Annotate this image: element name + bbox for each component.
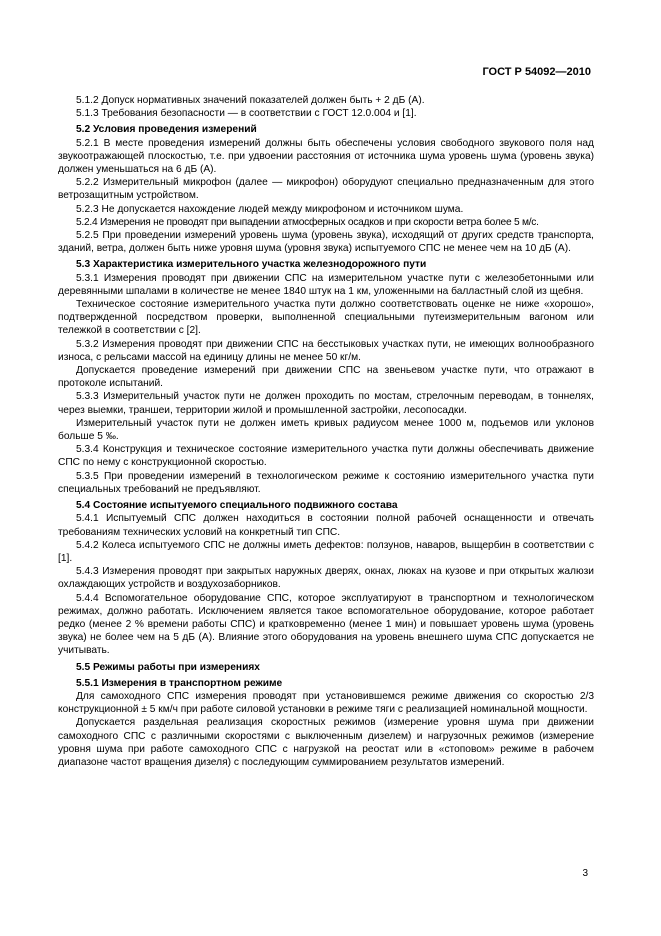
clause-5-3-4: 5.3.4 Конструкция и техническое состояние измерительного участка пути должны обеспечивать движение СПС по нему с конструкционной скоростью. xyxy=(58,444,594,469)
clause-5-3-2: 5.3.2 Измерения проводят при движении СПС на бесстыковых участках пути, не имеющих волнообразного износа, с рельсами массой на единицу длины не менее 50 кг/м. xyxy=(58,338,594,363)
clause-5-3-5: 5.3.5 При проведении измерений в технологическом режиме к состоянию измерительного участка пути специальных требований не предъявляют. xyxy=(58,470,594,495)
subsection-heading-5-5-1: 5.5.1 Измерения в транспортном режиме xyxy=(76,677,283,689)
section-heading-5-2: 5.2 Условия проведения измерений xyxy=(76,124,257,136)
clause-5-4-2: 5.4.2 Колеса испытуемого СПС не должны иметь дефектов: ползунов, наваров, выщербин в соответствии с [1]. xyxy=(58,539,594,564)
clause-5-2-2: 5.2.2 Измерительный микрофон (далее — микрофон) оборудуют специально предназначенным для этого ветрозащитным устройством. xyxy=(58,177,594,202)
clause-5-3-2-note: Допускается проведение измерений при движении СПС на звеньевом участке пути, что отражают в протоколе испытаний. xyxy=(58,365,594,390)
clause-5-4-1: 5.4.1 Испытуемый СПС должен находиться в состоянии полной рабочей оснащенности и отвечать требованиям технических условий на конкретный тип СПС. xyxy=(58,513,594,538)
clause-5-1-2: 5.1.2 Допуск нормативных значений показателей должен быть + 2 дБ (А). xyxy=(76,95,425,106)
clause-5-5-1-text: Для самоходного СПС измерения проводят при установившемся режиме движения со скоростью 2/3 конструкционной ± 5 км/ч при работе силовой установки в режиме тяги с реализацией номинальной мощности. xyxy=(58,690,594,716)
clause-5-2-1: 5.2.1 В месте проведения измерений должны быть обеспечены условия свободного звукового поля над звукоотражающей плоскостью, т.е. при удвоении расстояния от источника шума уровень шума (уровень звука) должен уменьшаться на 6 дБ (А). xyxy=(58,137,594,176)
page-number: 3 xyxy=(582,868,588,879)
document-body xyxy=(58,94,594,769)
clause-5-2-3: 5.2.3 Не допускается нахождение людей между микрофоном и источником шума. xyxy=(76,203,464,215)
clause-5-3-3: 5.3.3 Измерительный участок пути не должен проходить по мостам, стрелочным переводам, в тоннелях, через выемки, траншеи, территории жилой и промышленной застройки, лесопосадки. xyxy=(58,391,594,416)
standard-id: ГОСТ Р 54092—2010 xyxy=(482,66,591,78)
clause-5-2-4: 5.2.4 Измерения не проводят при выпадении атмосферных осадков и при скорости ветра более 5 м/с. xyxy=(76,216,539,228)
section-heading-5-4: 5.4 Состояние испытуемого специального подвижного состава xyxy=(76,500,398,512)
section-heading-5-3: 5.3 Характеристика измерительного участка железнодорожного пути xyxy=(76,259,427,271)
section-heading-5-5: 5.5 Режимы работы при измерениях xyxy=(76,661,260,673)
clause-5-3-1: 5.3.1 Измерения проводят при движении СПС на измерительном участке пути с железобетонными или деревянными шпалами в количестве не менее 1840 штук на 1 км, уложенными на балластный слой из щебня. xyxy=(58,272,594,297)
clause-5-3-3-note: Измерительный участок пути не должен иметь кривых радиусом менее 1000 м, подъемов или уклонов больше 5 ‰. xyxy=(58,417,594,443)
clause-5-4-4: 5.4.4 Вспомогательное оборудование СПС, которое эксплуатируют в транспортном и технологическом режимах, должно работать. Исключением является такое вспомогательное оборудование, которое работает редко (менее 2 % времени работы СПС) и кратковременно (менее 1 мин) и повышает уровень шума (уровень звука) не более чем на 5 дБ (А). Влияние этого оборудования на уровень внешнего шума СПС допускается не учитывать. xyxy=(58,592,594,657)
clause-5-2-5: 5.2.5 При проведении измерений уровень шума (уровень звука), исходящий от других средств транспорта, зданий, ветра, должен быть ниже уровня шума (уровня звука) испытуемого СПС не менее чем на 10 дБ (А). xyxy=(58,230,594,255)
clause-5-5-1-note: Допускается раздельная реализация скоростных режимов (измерение уровня шума при движении самоходного СПС с различными скоростями с выключенным дизелем) и нагрузочных режимов (измерение уровня шума при работе самоходного СПС с нагрузкой на реостат или в «стоповом» режиме в рабочем диапазоне частот вращения дизеля) с последующим суммированием результатов измерений. xyxy=(58,717,594,768)
clause-5-1-3: 5.1.3 Требования безопасности — в соответствии с ГОСТ 12.0.004 и [1]. xyxy=(76,108,417,120)
clause-5-4-3: 5.4.3 Измерения проводят при закрытых наружных дверях, окнах, люках на кузове и при открытых жалюзи охлаждающих устройств и воздухозаборников. xyxy=(58,566,594,591)
clause-5-3-1-note: Техническое состояние измерительного участка пути должно соответствовать оценке не ниже «хорошо», подтвержденной посредством проверки, выполненной специальными путеизмерительным вагоном или тележкой в соответствии с [2]. xyxy=(58,299,594,337)
